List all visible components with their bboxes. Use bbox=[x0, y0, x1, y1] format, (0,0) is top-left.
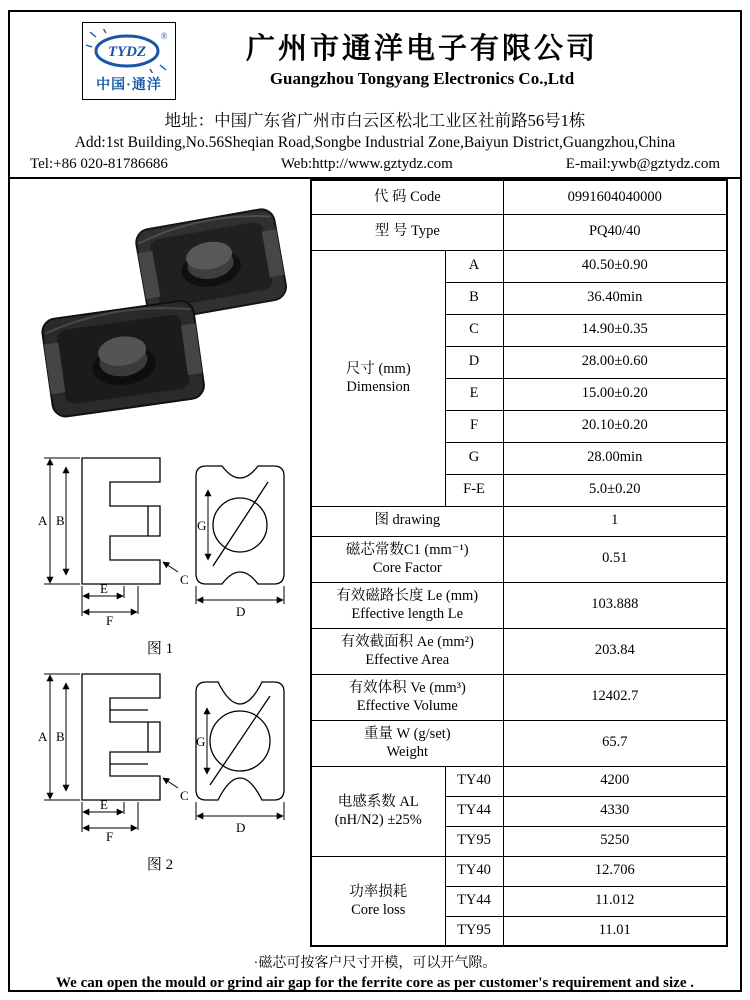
al-value: 4200 bbox=[503, 766, 727, 796]
dim-key: G bbox=[445, 442, 503, 474]
effective-length-label-cn: 有效磁路长度 Le (mm) bbox=[336, 587, 479, 604]
dimension-label-cn: 尺寸 (mm) bbox=[345, 360, 411, 377]
code-label: 代 码 Code bbox=[311, 180, 503, 214]
spec-column bbox=[310, 179, 728, 947]
logo-subtitle: 中国·通洋 bbox=[96, 77, 162, 93]
fig2-dim-label-c: C bbox=[180, 788, 189, 803]
fig1-dim-label-a: A bbox=[38, 513, 48, 528]
loss-material: TY95 bbox=[445, 916, 503, 946]
core-half-lower bbox=[41, 299, 206, 418]
fig1-top-view bbox=[196, 466, 284, 584]
effective-area-label-en: Effective Area bbox=[365, 652, 450, 668]
address-cn: 地址：中国广东省广州市白云区松北工业区社前路56号1栋 bbox=[164, 111, 586, 130]
weight-label-en: Weight bbox=[386, 744, 429, 760]
fig2-top-view bbox=[196, 682, 284, 800]
al-material: TY95 bbox=[445, 826, 503, 856]
effective-volume-label bbox=[311, 674, 503, 720]
effective-area-label bbox=[311, 628, 503, 674]
company-name-cn: 广州市通洋电子有限公司 bbox=[245, 32, 598, 65]
dim-key: B bbox=[445, 282, 503, 314]
core-loss-label bbox=[311, 856, 445, 946]
al-label-cn: 电感系数 AL bbox=[337, 793, 419, 810]
company-name-en: Guangzhou Tongyang Electronics Co.,Ltd bbox=[269, 69, 575, 89]
al-material: TY44 bbox=[445, 796, 503, 826]
fig1-dim-label-e: E bbox=[100, 581, 108, 596]
fig2-dim-label-e: E bbox=[100, 797, 108, 812]
effective-length-label-en: Effective length Le bbox=[351, 606, 464, 622]
dimension-label-en: Dimension bbox=[346, 379, 411, 395]
loss-value: 11.012 bbox=[503, 886, 727, 916]
dim-value: 14.90±0.35 bbox=[503, 314, 727, 346]
dim-value: 36.40min bbox=[503, 282, 727, 314]
weight-value: 65.7 bbox=[503, 720, 727, 766]
al-value: 4330 bbox=[503, 796, 727, 826]
email: E-mail:ywb@gztydz.com bbox=[565, 156, 720, 172]
fig1-dim-label-d: D bbox=[236, 604, 246, 619]
figure-1-caption: 图 1 bbox=[146, 641, 174, 657]
fig2-top-view-dims bbox=[196, 708, 284, 820]
drawing-value: 1 bbox=[503, 506, 727, 536]
footer bbox=[10, 947, 740, 996]
dim-key: C bbox=[445, 314, 503, 346]
al-value: 5250 bbox=[503, 826, 727, 856]
company-titles bbox=[176, 33, 728, 89]
core-factor-value: 0.51 bbox=[503, 536, 727, 582]
loss-material: TY44 bbox=[445, 886, 503, 916]
footer-note-en: We can open the mould or grind air gap for the ferrite core as per customer's requirement and size . bbox=[56, 975, 694, 991]
fig1-top-view-dims bbox=[196, 490, 284, 604]
dim-value: 28.00min bbox=[503, 442, 727, 474]
al-material: TY40 bbox=[445, 766, 503, 796]
logo-oval-icon bbox=[86, 29, 172, 73]
figures-column bbox=[10, 179, 310, 947]
weight-label bbox=[311, 720, 503, 766]
loss-value: 12.706 bbox=[503, 856, 727, 886]
dim-key: A bbox=[445, 250, 503, 282]
al-label-tolerance: (nH/N2) ±25% bbox=[334, 812, 422, 828]
product-photo bbox=[10, 185, 310, 442]
datasheet-page bbox=[8, 10, 742, 992]
drawing-figure-1 bbox=[10, 444, 310, 632]
dim-value: 40.50±0.90 bbox=[503, 250, 727, 282]
weight-label-cn: 重量 W (g/set) bbox=[363, 725, 451, 742]
core-loss-label-en: Core loss bbox=[351, 901, 406, 918]
fig1-dim-label-c: C bbox=[180, 572, 189, 587]
type-value: PQ40/40 bbox=[503, 214, 727, 250]
fig2-dim-label-g: G bbox=[196, 734, 206, 749]
loss-value: 11.01 bbox=[503, 916, 727, 946]
dim-key: F-E bbox=[445, 474, 503, 506]
dim-value: 5.0±0.20 bbox=[503, 474, 727, 506]
website: Web:http://www.gztydz.com bbox=[280, 156, 453, 172]
figure-2-caption: 图 2 bbox=[146, 857, 174, 873]
address-en: Add:1st Building,No.56Sheqian Road,Songbe Industrial Zone,Baiyun District,Guangzhou,China bbox=[74, 134, 676, 151]
core-loss-label-cn: 功率损耗 bbox=[349, 883, 408, 900]
header bbox=[10, 12, 740, 179]
fig2-dim-label-b: B bbox=[56, 729, 65, 744]
dim-key: D bbox=[445, 346, 503, 378]
logo-registered-mark: ® bbox=[160, 30, 168, 41]
code-value: 0991604040000 bbox=[503, 180, 727, 214]
spec-table bbox=[310, 179, 728, 947]
drawing-label: 图 drawing bbox=[311, 506, 503, 536]
fig2-side-view bbox=[82, 674, 160, 800]
core-factor-label bbox=[311, 536, 503, 582]
fig1-dim-label-f: F bbox=[106, 613, 114, 628]
dim-key: F bbox=[445, 410, 503, 442]
dim-value: 20.10±0.20 bbox=[503, 410, 727, 442]
effective-area-value: 203.84 bbox=[503, 628, 727, 674]
telephone: Tel:+86 020-81786686 bbox=[30, 156, 168, 172]
fig2-dim-label-f: F bbox=[106, 829, 114, 844]
ferrite-core-photo bbox=[15, 185, 305, 437]
company-logo bbox=[82, 22, 176, 100]
effective-length-label bbox=[311, 582, 503, 628]
effective-volume-label-en: Effective Volume bbox=[356, 698, 458, 714]
effective-volume-value: 12402.7 bbox=[503, 674, 727, 720]
effective-volume-label-cn: 有效体积 Ve (mm³) bbox=[348, 679, 466, 696]
fig1-dim-label-b: B bbox=[56, 513, 65, 528]
logo-text: TYDZ bbox=[107, 43, 147, 60]
fig1-dim-label-g: G bbox=[197, 518, 207, 533]
type-label: 型 号 Type bbox=[311, 214, 503, 250]
loss-material: TY40 bbox=[445, 856, 503, 886]
core-factor-label-en: Core Factor bbox=[372, 560, 442, 576]
dimension-label bbox=[311, 250, 445, 506]
fig2-dim-label-d: D bbox=[236, 820, 246, 835]
fig2-dim-label-a: A bbox=[38, 729, 48, 744]
effective-area-label-cn: 有效截面积 Ae (mm²) bbox=[340, 633, 474, 650]
core-factor-label-cn: 磁芯常数C1 (mm⁻¹) bbox=[345, 541, 469, 558]
al-label bbox=[311, 766, 445, 856]
dim-value: 15.00±0.20 bbox=[503, 378, 727, 410]
footer-note-cn: ·磁芯可按客户尺寸开模，可以开气隙。 bbox=[253, 956, 497, 971]
contact-row bbox=[22, 156, 728, 173]
dim-value: 28.00±0.60 bbox=[503, 346, 727, 378]
figure-2 bbox=[10, 660, 310, 874]
effective-length-value: 103.888 bbox=[503, 582, 727, 628]
figure-1 bbox=[10, 444, 310, 658]
fig1-side-view bbox=[82, 458, 160, 584]
drawing-figure-2 bbox=[10, 660, 310, 848]
dim-key: E bbox=[445, 378, 503, 410]
